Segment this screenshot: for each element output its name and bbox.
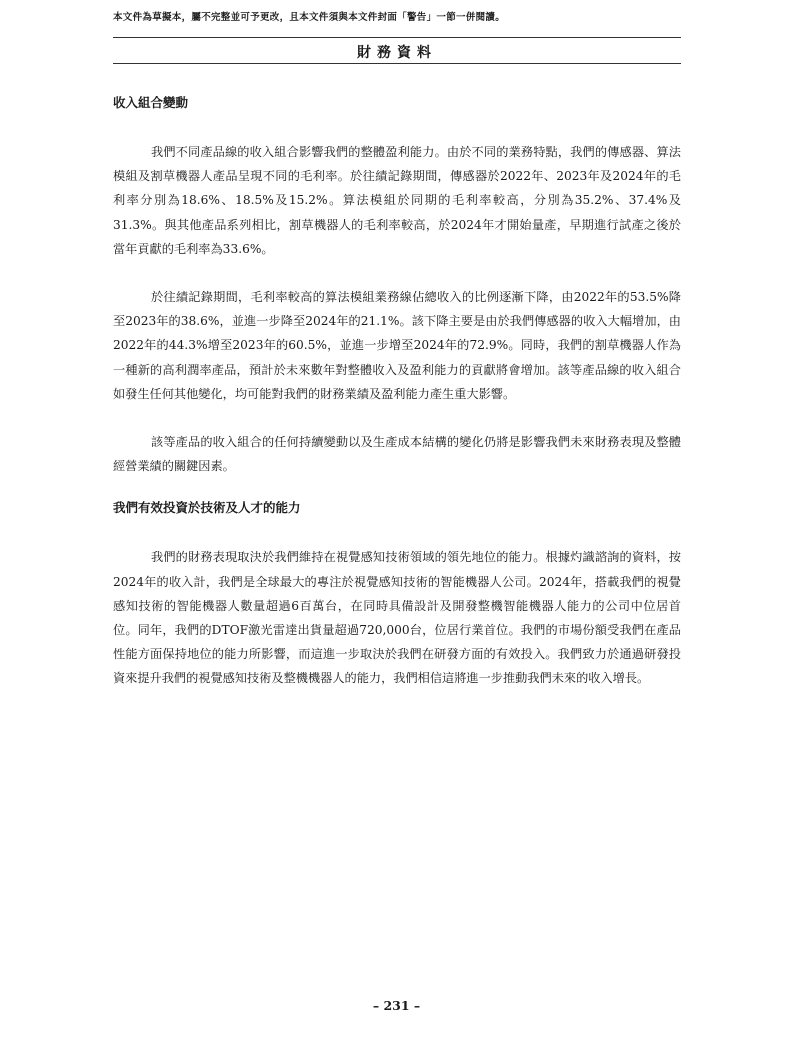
- section-investment-ability: [113, 498, 681, 690]
- section-heading: 收入組合變動: [113, 95, 189, 110]
- paragraph: 該等產品的收入組合的任何持續變動以及生產成本結構的變化仍將是影響我們未來財務表現及整體經營業績的關鍵因素。: [113, 435, 681, 474]
- page-number: – 231 –: [372, 998, 421, 1013]
- paragraph: 我們不同產品線的收入組合影響我們的整體盈利能力。由於不同的業務特點，我們的傳感器、算法模組及割草機器人產品呈現不同的毛利率。於往績記錄期間，傳感器於2022年、2023年及2024年的毛利率分別為18.6%、18.5%及15.2%。算法模組於同期的毛利率較高，分別為35.2%、37.4%及31.3%。與其他產品系列相比，割草機器人的毛利率較高，於2024年才開始量產，早期進行試產之後於當年貢獻的毛利率為33.6%。: [113, 145, 681, 256]
- main-content: [113, 93, 681, 691]
- section-heading: 我們有效投資於技術及人才的能力: [113, 500, 301, 516]
- draft-notice: 本文件為草擬本，屬不完整並可予更改，且本文件須與本文件封面「警告」一節一併閱讀。: [113, 12, 506, 23]
- section-revenue-mix: [113, 93, 681, 478]
- header-rule-bottom: [113, 63, 681, 64]
- header-rule-top: [113, 37, 681, 38]
- paragraph: 我們的財務表現取決於我們維持在視覺感知技術領域的領先地位的能力。根據灼識諮詢的資料，按2024年的收入計，我們是全球最大的專注於視覺感知技術的智能機器人公司。2024年，搭載我們的視覺感知技術的智能機器人數量超過6百萬台，在同時具備設計及開發整機智能機器人能力的公司中位居首位。同年，我們的DTOF激光雷達出貨量超過720,000台，位居行業首位。我們的市場份額受我們在產品性能方面保持地位的能力所影響，而這進一步取決於我們在研發方面的有效投入。我們致力於通過研發投資來提升我們的視覺感知技術及整機機器人的能力，我們相信這將進一步推動我們未來的收入增長。: [113, 550, 681, 686]
- paragraph: 於往績記錄期間，毛利率較高的算法模組業務線佔總收入的比例逐漸下降，由2022年的53.5%降至2023年的38.6%，並進一步降至2024年的21.1%。該下降主要是由於我們傳感器的收入大幅增加，由2022年的44.3%增至2023年的60.5%，並進一步增至2024年的72.9%。同時，我們的割草機器人作為一種新的高利潤率產品，預計於未來數年對整體收入及盈利能力的貢獻將會增加。該等產品線的收入組合如發生任何其他變化，均可能對我們的財務業績及盈利能力產生重大影響。: [113, 290, 681, 401]
- running-title: 財務資料: [357, 45, 437, 61]
